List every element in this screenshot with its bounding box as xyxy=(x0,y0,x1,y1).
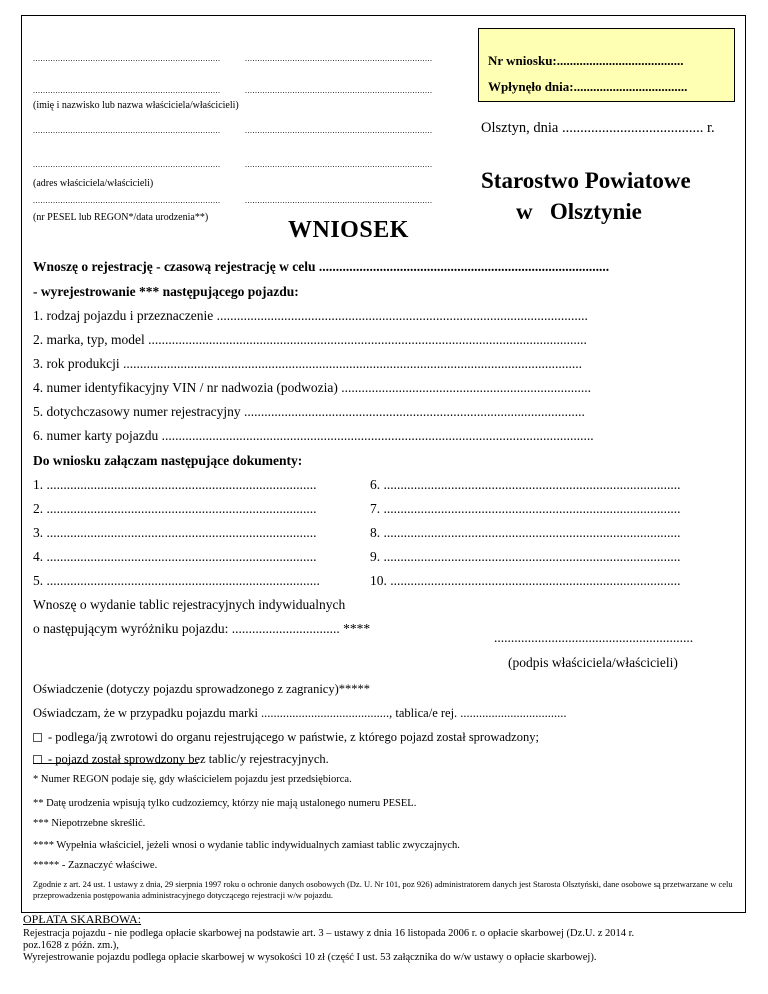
owner-address-line-2[interactable]: ........................................................................... xyxy=(245,126,433,135)
page-title: WNIOSEK xyxy=(288,217,409,243)
owner-name-line-1[interactable]: ........................................................................... xyxy=(33,54,221,63)
declaration-option-no-plates[interactable] xyxy=(33,751,733,767)
document-field-7[interactable]: 7. ........................................................................................ xyxy=(370,501,681,516)
declaration-line[interactable]: Oświadczam, że w przypadku pojazdu marki ........................................., tablica/e rej. .................................. xyxy=(33,706,567,720)
office-use-box xyxy=(478,28,735,102)
recipient-office-line-2: w Olsztynie xyxy=(516,199,642,224)
document-field-2[interactable]: 2. ................................................................................ xyxy=(33,501,317,516)
document-field-9[interactable]: 9. ........................................................................................ xyxy=(370,549,681,564)
declaration-option-returned-label: - podlega/ją zwrotowi do organu rejestrującego w państwie, z którego pojazd został sprowadzony; xyxy=(48,730,539,744)
fee-line-3: Wyrejestrowanie pojazdu podlega opłacie skarbowej w wysokości 10 zł (część I ust. 53 załącznika do w/w ustawy o opłacie skarbowej). xyxy=(23,952,597,963)
plates-request-line-1: Wnoszę o wydanie tablic rejestracyjnych indywidualnych xyxy=(33,597,346,612)
pesel-line-1[interactable]: ........................................................................... xyxy=(33,196,221,205)
vehicle-card-field[interactable]: 6. numer karty pojazdu ................................................................................................................................ xyxy=(33,428,594,443)
owner-name-line-2[interactable]: ........................................................................... xyxy=(245,54,433,63)
declaration-heading: Oświadczenie (dotyczy pojazdu sprowadzonego z zagranicy)***** xyxy=(33,682,371,696)
vehicle-registration-field[interactable]: 5. dotychczasowy numer rejestracyjny ..................................................................................................... xyxy=(33,404,585,419)
owner-name-line-4[interactable]: ........................................................................... xyxy=(245,86,433,95)
application-number-field[interactable]: Nr wniosku:....................................... xyxy=(488,53,684,68)
pesel-line-2[interactable]: ........................................................................... xyxy=(245,196,433,205)
footnote-separator xyxy=(33,763,198,764)
received-date-field[interactable]: Wpłynęło dnia:................................... xyxy=(488,79,688,94)
owner-name-line-3[interactable]: ........................................................................... xyxy=(33,86,221,95)
footnote-3: *** Niepotrzebne skreślić. xyxy=(33,818,146,829)
fee-line-2: poz.1628 z późn. zm.), xyxy=(23,940,119,951)
recipient-office-line-1: Starostwo Powiatowe xyxy=(481,168,691,193)
footnote-2: ** Datę urodzenia wpisują tylko cudzoziemcy, którzy nie mają ustalonego numeru PESEL. xyxy=(33,798,417,809)
signature-caption: (podpis właściciela/właścicieli) xyxy=(508,655,678,670)
footnote-4: **** Wypełnia właściciel, jeżeli wnosi o wydanie tablic indywidualnych zamiast tablic zwyczajnych. xyxy=(33,840,460,851)
plates-request-line-2[interactable]: o następującym wyróżniku pojazdu: ................................ **** xyxy=(33,621,371,636)
vehicle-make-field[interactable]: 2. marka, typ, model .................................................................................................................................. xyxy=(33,332,587,347)
owner-address-caption: (adres właściciela/właścicieli) xyxy=(33,178,154,189)
document-field-6[interactable]: 6. ........................................................................................ xyxy=(370,477,681,492)
owner-address-line-1[interactable]: ........................................................................... xyxy=(33,126,221,135)
footnote-1: * Numer REGON podaje się, gdy właścicielem pojazdu jest przedsiębiorca. xyxy=(33,774,352,785)
pesel-caption: (nr PESEL lub REGON*/data urodzenia**) xyxy=(33,212,209,223)
fee-line-1: Rejestracja pojazdu - nie podlega opłacie skarbowej na podstawie art. 3 – ustawy z dnia 16 listopada 2006 r. o opłacie skarbowej (Dz.U. z 2014 r. xyxy=(23,928,635,939)
checkbox-returned[interactable] xyxy=(33,733,42,742)
request-line-2: - wyrejestrowanie *** następującego pojazdu: xyxy=(33,284,299,299)
declaration-option-no-plates-label: - pojazd został sprowdzony bez tablic/y rejestracyjnych. xyxy=(48,752,329,766)
vehicle-year-field[interactable]: 3. rok produkcji ........................................................................................................................................ xyxy=(33,356,582,371)
document-field-8[interactable]: 8. ........................................................................................ xyxy=(370,525,681,540)
document-field-5[interactable]: 5. ................................................................................. xyxy=(33,573,320,588)
signature-line[interactable]: ........................................................... xyxy=(494,630,694,645)
document-field-4[interactable]: 4. ................................................................................ xyxy=(33,549,317,564)
owner-address-line-4[interactable]: ........................................................................... xyxy=(245,160,433,169)
document-field-10[interactable]: 10. ...................................................................................... xyxy=(370,573,681,588)
vehicle-vin-field[interactable]: 4. numer identyfikacyjny VIN / nr nadwozia (podwozia) .......................................................................... xyxy=(33,380,592,395)
document-field-3[interactable]: 3. ................................................................................ xyxy=(33,525,317,540)
owner-name-caption: (imię i nazwisko lub nazwa właściciela/właścicieli) xyxy=(33,100,239,111)
vehicle-type-field[interactable]: 1. rodzaj pojazdu i przeznaczenie .............................................................................................................. xyxy=(33,308,588,323)
document-field-1[interactable]: 1. ................................................................................ xyxy=(33,477,317,492)
request-line-1[interactable]: Wnoszę o rejestrację - czasową rejestrację w celu ...................................................................................... xyxy=(33,259,610,274)
place-date-field[interactable]: Olsztyn, dnia ....................................... r. xyxy=(481,120,715,136)
documents-heading: Do wniosku załączam następujące dokumenty: xyxy=(33,453,303,468)
fee-heading: OPŁATA SKARBOWA: xyxy=(23,912,142,926)
data-protection-note: Zgodnie z art. 24 ust. 1 ustawy z dnia, 29 sierpnia 1997 roku o ochronie danych osobowych (Dz. U. Nr 101, poz 926) administratorem danych jest Starosta Olsztyński, dane osobowe są przetwarzane w celu przeprowadzenia postępowania administracyjnego dotyczącego rejestracji w/w pojazdu. xyxy=(33,879,733,900)
footnote-5: ***** - Zaznaczyć właściwe. xyxy=(33,860,158,871)
declaration-option-returned[interactable] xyxy=(33,729,733,745)
owner-address-line-3[interactable]: ........................................................................... xyxy=(33,160,221,169)
